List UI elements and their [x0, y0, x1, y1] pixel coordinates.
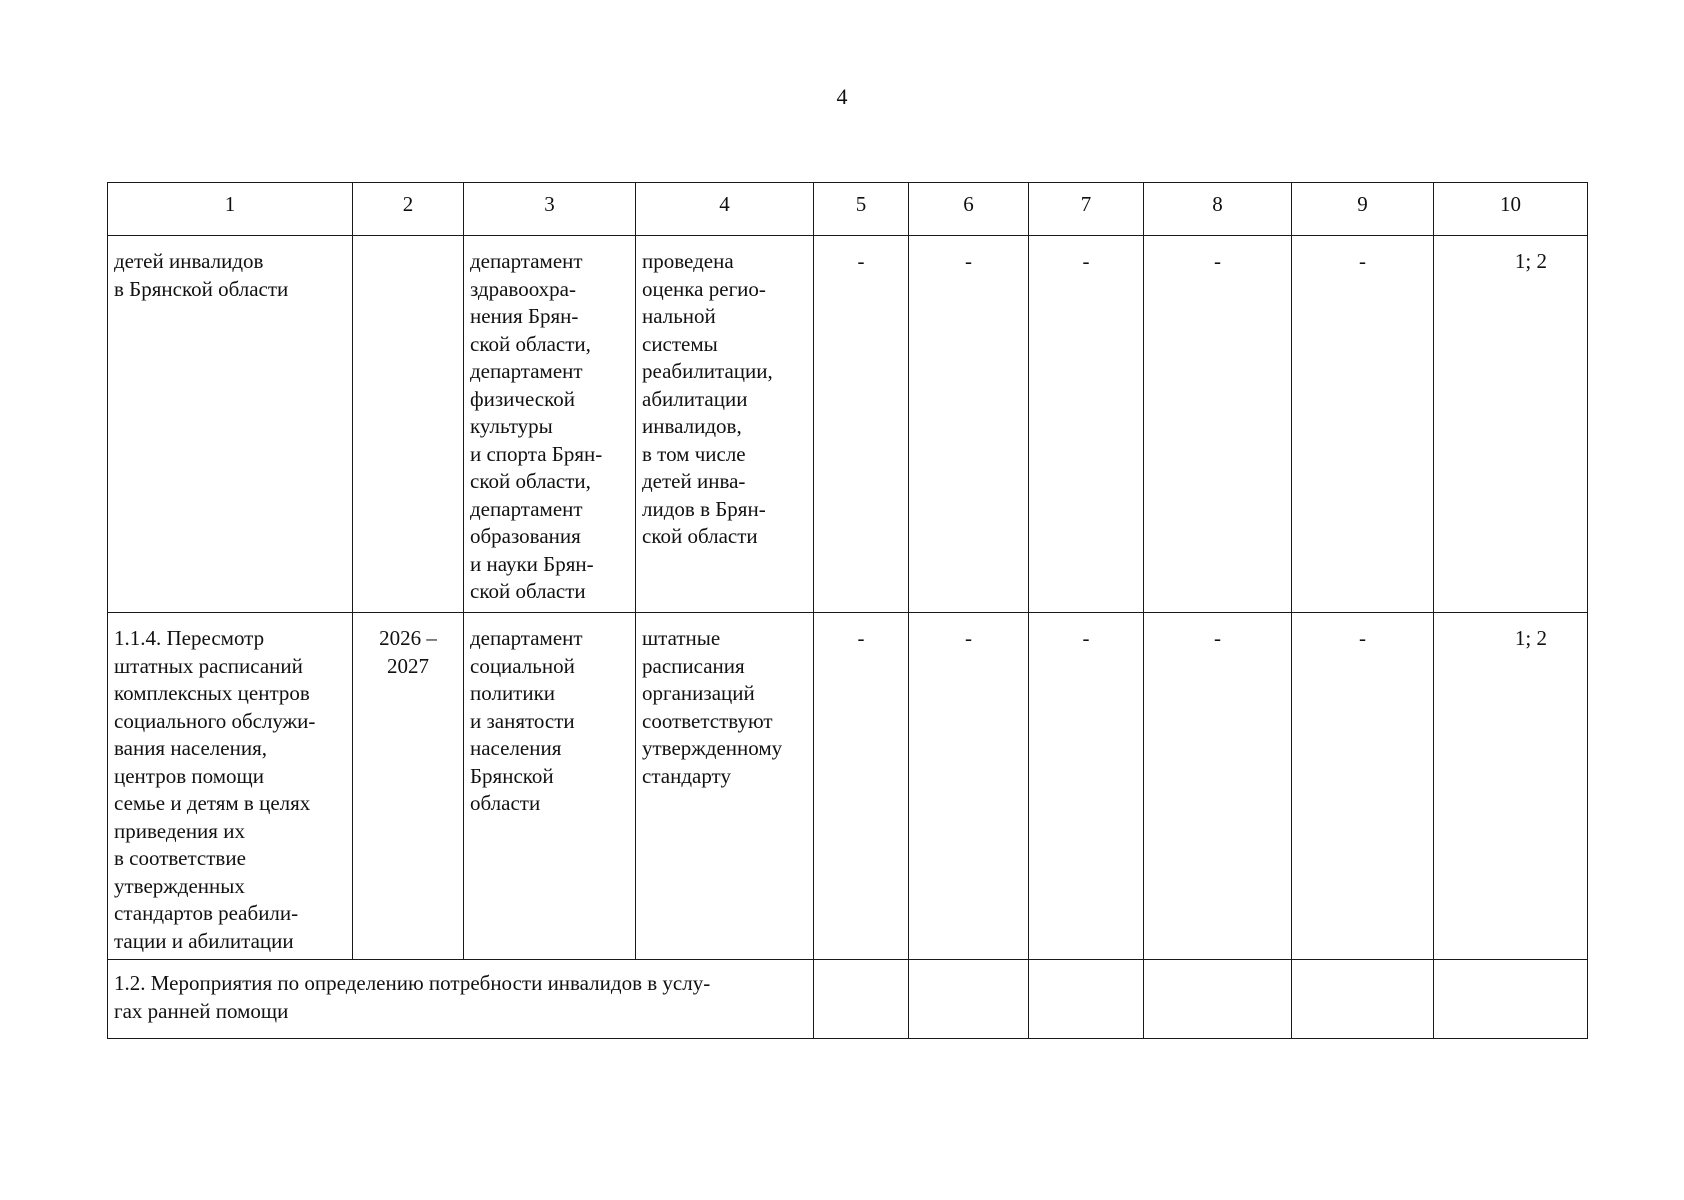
table-header-row — [108, 183, 1588, 236]
header-cell: 9 — [1292, 183, 1434, 236]
header-cell: 5 — [814, 183, 909, 236]
empty-cell — [1029, 960, 1144, 1039]
header-cell: 6 — [909, 183, 1029, 236]
header-cell: 8 — [1144, 183, 1292, 236]
header-cell: 2 — [353, 183, 464, 236]
indicator-cell: 1; 2 — [1434, 613, 1588, 960]
value-cell: - — [1144, 236, 1292, 613]
value-cell: - — [1029, 613, 1144, 960]
value-cell: - — [909, 236, 1029, 613]
value-cell: - — [1144, 613, 1292, 960]
section-title: 1.2. Мероприятия по определению потребности инвалидов в услу- гах ранней помощи — [108, 960, 814, 1039]
empty-cell — [814, 960, 909, 1039]
value-cell: - — [814, 236, 909, 613]
measure-name-cell: детей инвалидов в Брянской области — [108, 236, 353, 613]
header-cell: 3 — [464, 183, 636, 236]
value-cell: - — [1292, 613, 1434, 960]
value-cell: - — [814, 613, 909, 960]
period-cell: 2026 – 2027 — [353, 613, 464, 960]
page-number: 4 — [836, 84, 848, 109]
empty-cell — [909, 960, 1029, 1039]
result-cell: проведена оценка регио- нальной системы реабилитации, абилитации инвалидов, в том числе детей инва- лидов в Брян- ской области — [636, 236, 814, 613]
header-cell: 10 — [1434, 183, 1588, 236]
table-row — [108, 236, 1588, 613]
empty-cell — [1144, 960, 1292, 1039]
header-cell: 7 — [1029, 183, 1144, 236]
empty-cell — [1434, 960, 1588, 1039]
measure-name-cell: 1.1.4. Пересмотр штатных расписаний комплексных центров социального обслужи- вания населения, центров помощи семье и детям в целях приведения их в соответствие утвержденных стандартов реабили- тации и абилитации — [108, 613, 353, 960]
indicator-cell: 1; 2 — [1434, 236, 1588, 613]
responsible-cell: департамент здравоохра- нения Брян- ской области, департамент физической культуры и спорта Брян- ской области, департамент образования и науки Брян- ской области — [464, 236, 636, 613]
header-cell: 4 — [636, 183, 814, 236]
measures-table — [107, 182, 1588, 1039]
responsible-cell: департамент социальной политики и занятости населения Брянской области — [464, 613, 636, 960]
header-cell: 1 — [108, 183, 353, 236]
period-cell — [353, 236, 464, 613]
table-row — [108, 613, 1588, 960]
section-row — [108, 960, 1588, 1039]
value-cell: - — [1029, 236, 1144, 613]
value-cell: - — [909, 613, 1029, 960]
empty-cell — [1292, 960, 1434, 1039]
value-cell: - — [1292, 236, 1434, 613]
result-cell: штатные расписания организаций соответствуют утвержденному стандарту — [636, 613, 814, 960]
